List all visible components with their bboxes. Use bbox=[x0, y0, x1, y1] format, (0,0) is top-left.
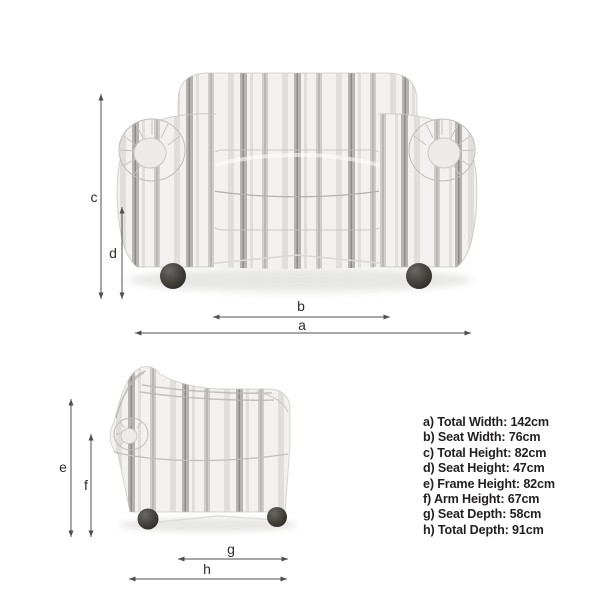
legend-item-d: d) Seat Height: 47cm bbox=[423, 461, 545, 476]
dim-label-b: b bbox=[297, 298, 305, 314]
dim-label-e: e bbox=[59, 459, 67, 475]
legend-item-a: a) Total Width: 142cm bbox=[423, 415, 549, 429]
legend-item-g: g) Seat Depth: 58cm bbox=[423, 507, 542, 522]
legend-item-e: e) Frame Height: 82cm bbox=[423, 476, 555, 491]
dim-label-a: a bbox=[298, 317, 306, 333]
legend-item-h: h) Total Depth: 91cm bbox=[423, 522, 544, 537]
legend-item-f: f) Arm Height: 67cm bbox=[423, 492, 540, 507]
dim-label-h: h bbox=[203, 561, 211, 577]
dimensions-legend bbox=[423, 415, 598, 538]
dim-label-f: f bbox=[84, 477, 88, 493]
legend-item-c: c) Total Height: 82cm bbox=[423, 445, 547, 460]
dim-label-c: c bbox=[90, 189, 98, 205]
dim-label-g: g bbox=[227, 541, 235, 557]
legend-item-b: b) Seat Width: 76cm bbox=[423, 430, 541, 445]
dim-label-d: d bbox=[109, 245, 117, 261]
